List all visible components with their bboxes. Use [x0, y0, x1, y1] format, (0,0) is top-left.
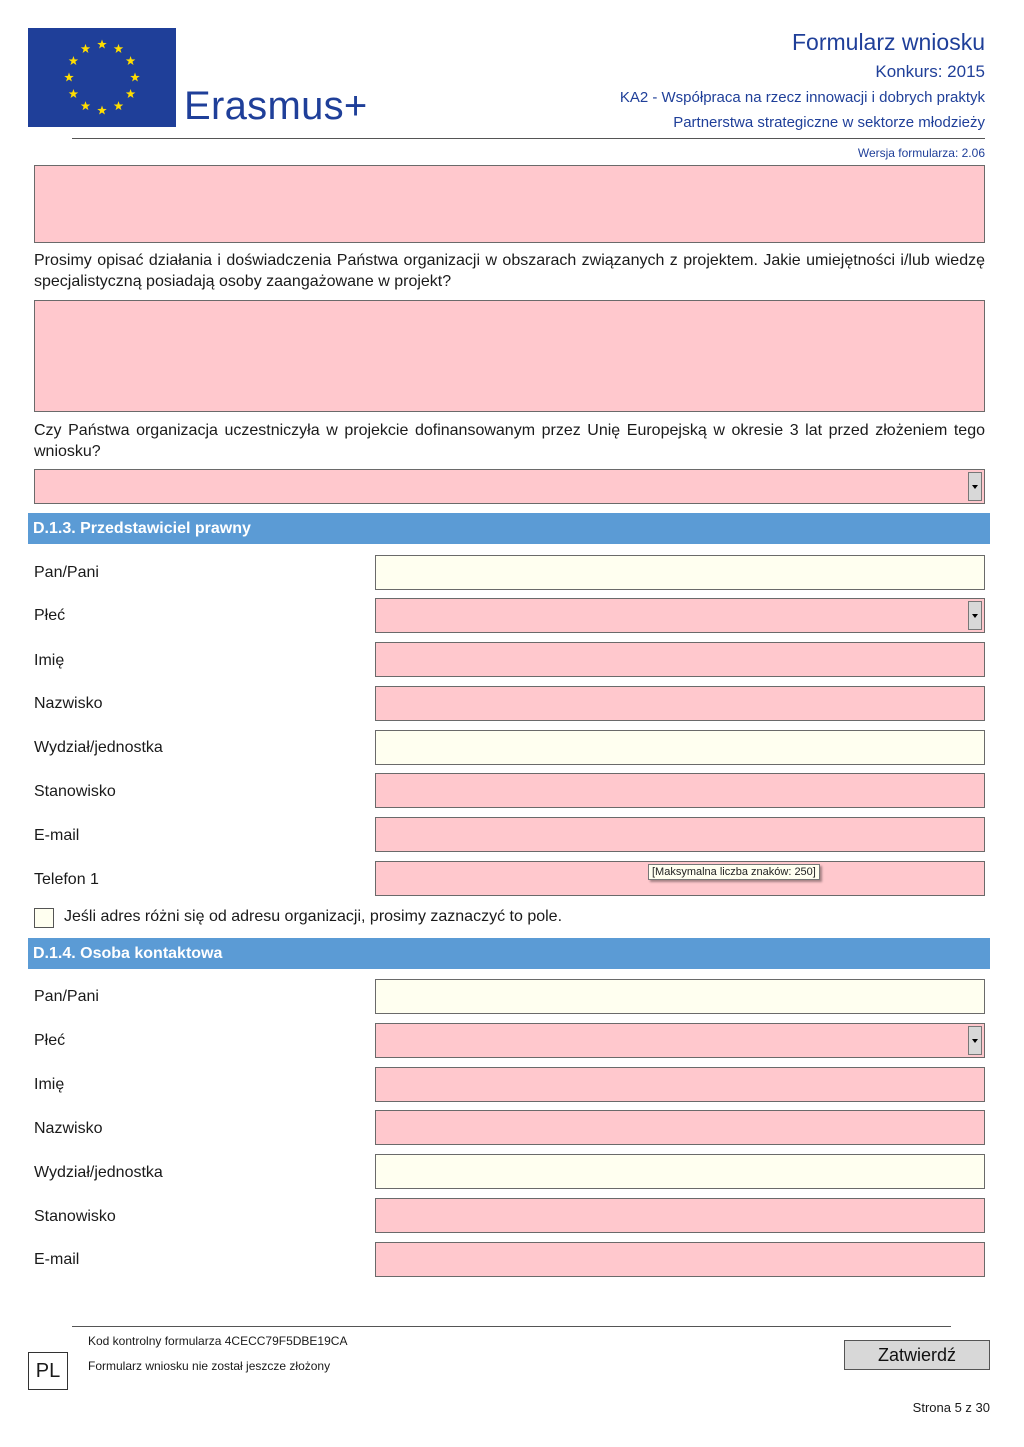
submission-status: Formularz wniosku nie został jeszcze złożony: [88, 1359, 331, 1373]
chevron-down-icon[interactable]: [968, 601, 982, 630]
language-badge: PL: [28, 1352, 68, 1390]
star-icon: [126, 89, 136, 98]
legal-email-label: E-mail: [34, 827, 80, 844]
star-icon: [97, 106, 107, 115]
previous-answer-textarea[interactable]: [34, 165, 985, 243]
submit-button[interactable]: Zatwierdź: [844, 1340, 990, 1370]
contact-email-label: E-mail: [34, 1251, 80, 1268]
legal-gender-label: Płeć: [34, 607, 66, 624]
contact-last-name-label: Nazwisko: [34, 1120, 103, 1137]
star-icon: [114, 44, 124, 53]
header-divider: [72, 138, 985, 139]
contact-first-name-label: Imię: [34, 1076, 65, 1093]
legal-gender-dropdown[interactable]: [375, 598, 985, 633]
star-icon: [81, 101, 91, 110]
key-action: KA2 - Współpraca na rzecz innowacji i dobrych praktyk: [619, 89, 985, 106]
legal-first-name-label: Imię: [34, 652, 65, 669]
legal-title-input[interactable]: [375, 555, 985, 590]
call-year: Konkurs: 2015: [875, 62, 985, 81]
question-experience: Prosimy opisać działania i doświadczenia Państwa organizacji w obszarach związanych z projektem. Jakie umiejętności i/lub wiedzę specjalistyczną posiadają osoby zaangażowane w projekt?: [34, 252, 985, 290]
form-title: Formularz wniosku: [792, 29, 985, 55]
page-number: Strona 5 z 30: [912, 1400, 990, 1415]
chevron-down-icon[interactable]: [968, 472, 982, 501]
section-contact-person-header: D.1.4. Osoba kontaktowa: [28, 938, 990, 969]
legal-last-name-input[interactable]: [375, 686, 985, 721]
legal-last-name-label: Nazwisko: [34, 695, 103, 712]
legal-position-label: Stanowisko: [34, 783, 116, 800]
max-chars-tooltip: [Maksymalna liczba znaków: 250]: [648, 864, 820, 880]
contact-gender-dropdown[interactable]: [375, 1023, 985, 1058]
legal-title-label: Pan/Pani: [34, 564, 99, 581]
sub-action: Partnerstwa strategiczne w sektorze młodzieży: [673, 114, 985, 131]
contact-title-label: Pan/Pani: [34, 988, 99, 1005]
section-legal-representative-header: D.1.3. Przedstawiciel prawny: [28, 513, 990, 544]
control-code: Kod kontrolny formularza 4CECC79F5DBE19CA: [88, 1334, 348, 1348]
legal-email-field[interactable]: [375, 817, 985, 852]
star-icon: [69, 56, 79, 65]
legal-department-input[interactable]: [375, 730, 985, 765]
star-icon: [64, 73, 74, 82]
question-eu-project: Czy Państwa organizacja uczestniczyła w projekcie dofinansowanym przez Unię Europejską w okresie 3 lat przed złożeniem tego wniosku?: [34, 422, 985, 460]
star-icon: [81, 44, 91, 53]
star-icon: [69, 89, 79, 98]
legal-department-label: Wydział/jednostka: [34, 739, 163, 756]
erasmus-brand: Erasmus+: [184, 84, 368, 128]
form-version: Wersja formularza: 2.06: [857, 146, 985, 160]
legal-phone-label: Telefon 1: [34, 871, 99, 888]
contact-gender-label: Płeć: [34, 1032, 66, 1049]
eu-flag-logo: [28, 28, 176, 127]
eu-stars-icon: [28, 28, 176, 127]
different-address-checkbox[interactable]: [34, 908, 54, 928]
contact-first-name-input[interactable]: [375, 1067, 985, 1102]
eu-project-dropdown[interactable]: [34, 469, 985, 504]
contact-position-label: Stanowisko: [34, 1208, 116, 1225]
footer-divider: [72, 1326, 951, 1327]
star-icon: [114, 101, 124, 110]
experience-textarea[interactable]: [34, 300, 985, 412]
contact-title-input[interactable]: [375, 979, 985, 1014]
contact-department-label: Wydział/jednostka: [34, 1164, 163, 1181]
contact-department-input[interactable]: [375, 1154, 985, 1189]
different-address-label: Jeśli adres różni się od adresu organizacji, prosimy zaznaczyć to pole.: [64, 908, 563, 925]
star-icon: [97, 40, 107, 49]
chevron-down-icon[interactable]: [968, 1026, 982, 1055]
contact-position-input[interactable]: [375, 1198, 985, 1233]
contact-last-name-input[interactable]: [375, 1110, 985, 1145]
star-icon: [126, 56, 136, 65]
legal-position-input[interactable]: [375, 773, 985, 808]
contact-email-field[interactable]: [375, 1242, 985, 1277]
star-icon: [130, 73, 140, 82]
legal-first-name-input[interactable]: [375, 642, 985, 677]
